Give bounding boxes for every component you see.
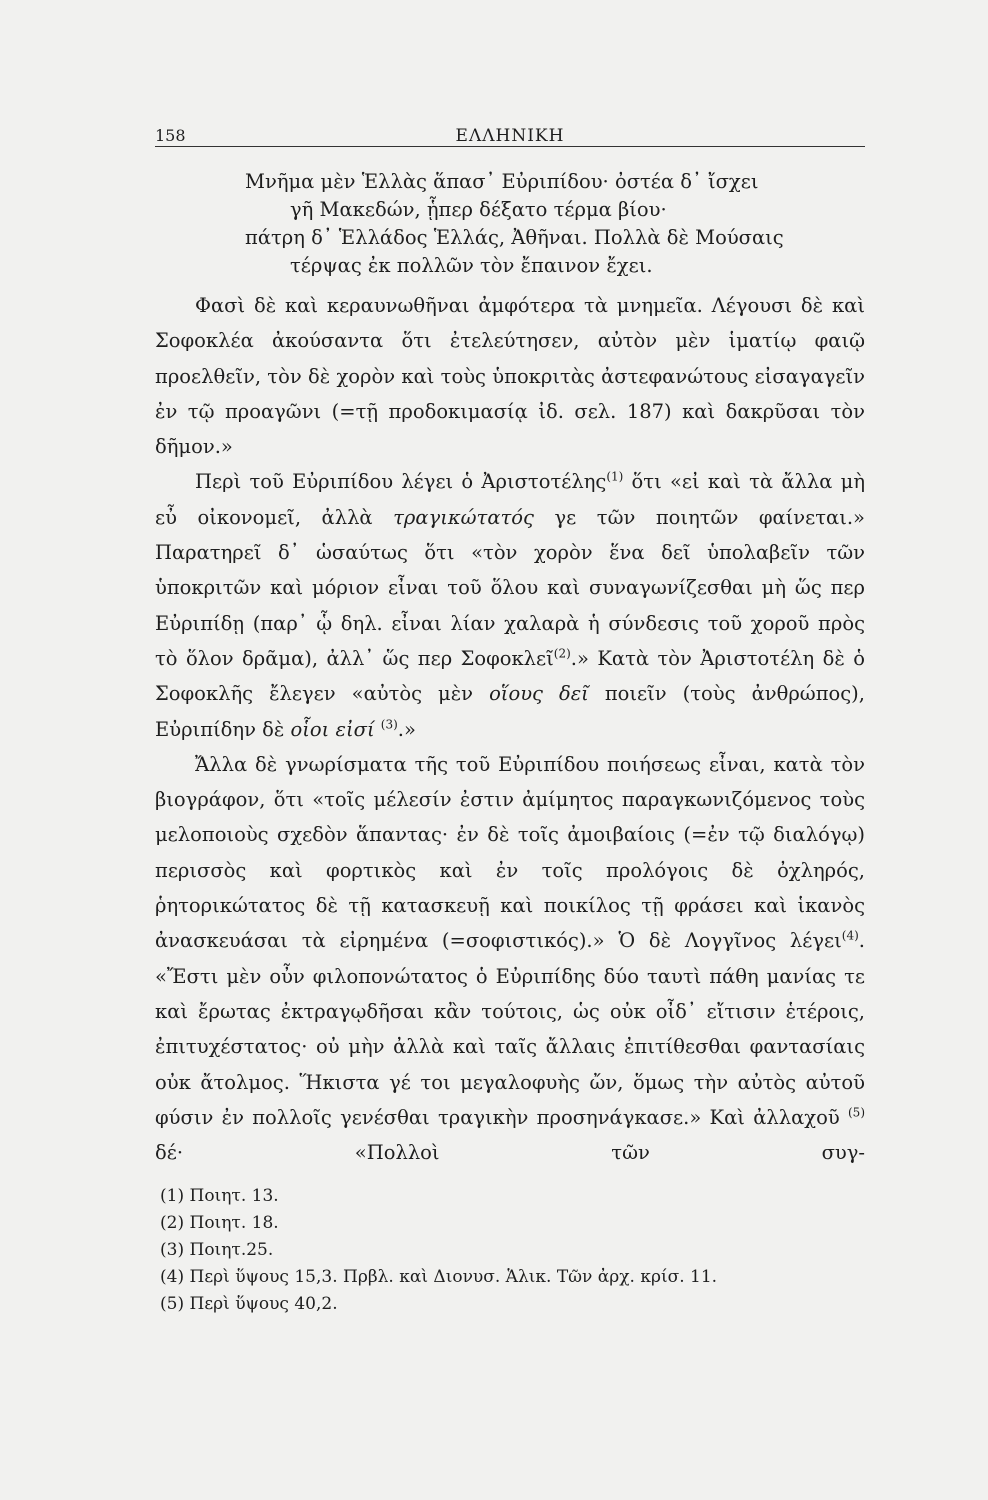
- footnote: [160, 1291, 860, 1318]
- footnote-ref: (2): [553, 646, 571, 661]
- footnote-mark: (2): [160, 1213, 185, 1233]
- footnote-ref: (1): [606, 469, 624, 484]
- paragraph: [155, 464, 865, 746]
- text-run: γε τῶν ποιητῶν φαίνεται.» Παρατηρεῖ δ᾽ ὡσαύτως ὅτι «τὸν χορὸν ἕνα δεῖ ὑπολαβεῖν τῶν ὑποκριτῶν καὶ μόριον εἶναι τοῦ ὅλου καὶ συναγωνίζεσθαι μὴ ὥς περ Εὐριπίδῃ (παρ᾽ ᾧ δηλ. εἶναι λίαν χαλαρὰ ἡ σύνδεσις τοῦ χοροῦ πρὸς τὸ ὅλον δρᾶμα), ἀλλ᾽ ὥς περ Σοφοκλεῖ: [155, 505, 865, 670]
- footnote-mark: (1): [160, 1186, 185, 1206]
- epigram: [155, 168, 865, 280]
- text-run: ὅτι «εἰ καὶ τὰ ἄλλα μὴ εὖ οἰκονομεῖ, ἀλλὰ: [155, 470, 865, 529]
- italic-run: τραγικώτατός: [393, 505, 534, 529]
- footnote-text: Περὶ ὕψους 15,3. Πρβλ. καὶ Διονυσ. Ἁλικ. Τῶν ἀρχ. κρίσ. 11.: [189, 1267, 718, 1287]
- footnote-mark: (4): [160, 1267, 185, 1287]
- footnote-mark: (3): [160, 1240, 185, 1260]
- footnote-ref: (3): [380, 717, 398, 732]
- epigram-line: γῆ Μακεδών, ᾗπερ δέξατο τέρμα βίου·: [290, 198, 667, 221]
- page-header: [155, 120, 865, 147]
- italic-run: οἷοι εἰσί: [290, 717, 375, 741]
- text-run: .» Κατὰ τὸν Ἀριστοτέλη δὲ ὁ Σοφοκλῆς ἔλεγεν «αὐτὸς μὲν: [155, 646, 865, 706]
- footnote: [160, 1237, 860, 1264]
- paragraph: Φασὶ δὲ καὶ κεραυνωθῆναι ἀμφότερα τὰ μνημεῖα. Λέγουσι δὲ καὶ Σοφοκλέα ἀκούσαντα ὅτι ἐτελεύτησεν, αὐτὸν μὲν ἱματίῳ φαιῷ προελθεῖν, τὸν δὲ χορὸν καὶ τοὺς ὑποκριτὰς ἀστεφανώτους εἰσαγαγεῖν ἐν τῷ προαγῶνι (=τῇ προδοκιμασίᾳ ἰδ. σελ. 187) καὶ δακρῦσαι τὸν δῆμον.»: [155, 294, 865, 459]
- epigram-line: Μνῆμα μὲν Ἑλλὰς ἅπασ᾽ Εὐριπίδου· ὀστέα δ᾽ ἴσχει: [245, 170, 759, 193]
- text-run: Περὶ τοῦ Εὐριπίδου λέγει ὁ Ἀριστοτέλης: [195, 470, 607, 494]
- footnote-mark: (5): [160, 1294, 185, 1314]
- footnote-text: Περὶ ὕψους 40,2.: [189, 1294, 338, 1314]
- footnote: [160, 1183, 860, 1210]
- text-run: .»: [397, 717, 416, 741]
- paragraph: [155, 747, 865, 1171]
- italic-run: οἵους δεῖ: [489, 682, 589, 706]
- footnote-ref: (5): [848, 1105, 865, 1120]
- text-run: Ἄλλα δὲ γνωρίσματα τῆς τοῦ Εὐριπίδου ποιήσεως εἶναι, κατὰ τὸν βιογράφον, ὅτι «τοῖς μέλεσίν ἐστιν ἀμίμητος παραγκωνιζόμενος τοὺς μελοποιοὺς σχεδὸν ἅπαντας· ἐν δὲ τοῖς ἀμοιβαίοις (=ἐν τῷ διαλόγῳ) περισσὸς καὶ φορτικὸς καὶ ἐν τοῖς προλόγοις δὲ ὀχληρός, ῥητορικώτατος δὲ τῇ κατασκευῇ καὶ ποικίλος τῇ φράσει καὶ ἱκανὸς ἀνασκευάσαι τὰ εἰρημένα (=σοφιστικός).» Ὁ δὲ Λογγῖνος λέγει: [155, 752, 865, 953]
- footnotes: [160, 1183, 860, 1318]
- body-text: [155, 288, 865, 1170]
- epigram-line: πάτρη δ᾽ Ἑλλάδος Ἑλλάς, Ἀθῆναι. Πολλὰ δὲ Μούσαις: [245, 226, 784, 249]
- text-run: ποιεῖν (τοὺς ἀνθρώπος), Εὐριπίδην δὲ: [155, 682, 865, 741]
- running-head: ΕΛΛΗΝΙΚΗ: [455, 126, 565, 146]
- text-run: . «Ἔστι μὲν οὖν φιλοπονώτατος ὁ Εὐριπίδης δύο ταυτὶ πάθη μανίας τε καὶ ἔρωτας ἐκτραγῳδῆσαι κἂν τούτοις, ὡς οὐκ οἶδ᾽ εἴτισιν ἑτέροις, ἐπιτυχέστατος· οὐ μὴν ἀλλὰ καὶ ταῖς ἄλλαις ἐπιτίθεσθαι φαντασίαις οὐκ ἄτολμος. Ἥκιστα γέ τοι μεγαλοφυὴς ὤν, ὅμως τὴν αὐτὸς αὐτοῦ φύσιν ἐν πολλοῖς γενέσθαι τραγικὴν προσηνάγκασε.» Καὶ ἀλλαχοῦ: [155, 929, 865, 1129]
- epigram-line: τέρψας ἐκ πολλῶν τὸν ἔπαινον ἔχει.: [290, 254, 653, 277]
- text-run: δέ· «Πολλοὶ τῶν συγ-: [155, 1141, 865, 1165]
- footnote: [160, 1264, 860, 1291]
- page-number: 158: [155, 126, 186, 145]
- footnote: [160, 1210, 860, 1237]
- footnote-text: Ποιητ. 18.: [189, 1213, 279, 1233]
- footnote-ref: (4): [841, 928, 859, 943]
- footnote-text: Ποιητ.25.: [189, 1240, 274, 1260]
- footnote-text: Ποιητ. 13.: [189, 1186, 279, 1206]
